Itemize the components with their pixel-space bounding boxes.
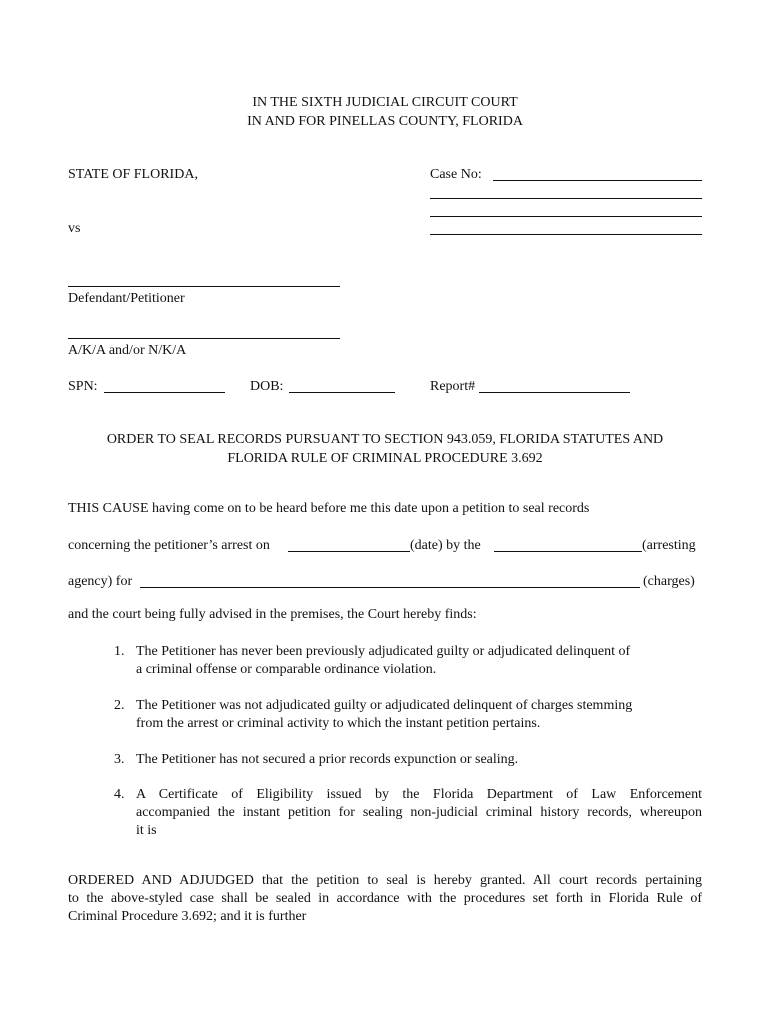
case-no-label: Case No: <box>430 167 482 182</box>
court-name-line2: IN AND FOR PINELLAS COUNTY, FLORIDA <box>247 114 523 129</box>
ordered-line2: to the above-styled case shall be sealed in accordance with the procedures set forth in Florida Rule of <box>68 891 702 906</box>
dob-field[interactable] <box>289 392 395 393</box>
report-label: Report# <box>430 379 476 394</box>
order-title-line1: ORDER TO SEAL RECORDS PURSUANT TO SECTION 943.059, FLORIDA STATUTES AND <box>106 432 664 447</box>
finding-number: 1. <box>114 644 125 659</box>
intro-line3-b: (charges) <box>643 574 695 589</box>
case-no-extra-line-3[interactable] <box>430 234 702 235</box>
case-no-field[interactable] <box>493 180 702 181</box>
order-title-line2: FLORIDA RULE OF CRIMINAL PROCEDURE 3.692 <box>227 451 543 466</box>
finding-text-line: a criminal offense or comparable ordinance violation. <box>136 662 437 677</box>
finding-number: 2. <box>114 698 125 713</box>
intro-line2-a: concerning the petitioner’s arrest on <box>68 538 270 553</box>
case-no-extra-line-1[interactable] <box>430 198 702 199</box>
intro-line3-a: agency) for <box>68 574 133 589</box>
finding-number: 4. <box>114 787 125 802</box>
vs-label: vs <box>68 221 81 236</box>
defendant-label: Defendant/Petitioner <box>68 291 185 306</box>
court-name-line1: IN THE SIXTH JUDICIAL CIRCUIT COURT <box>252 95 518 110</box>
spn-label: SPN: <box>68 379 98 394</box>
finding-text-line: A Certificate of Eligibility issued by the Florida Department of Law Enforcement <box>136 787 702 802</box>
charges-field[interactable] <box>140 587 640 588</box>
aka-field[interactable] <box>68 338 340 339</box>
intro-line2-c: (arresting <box>642 538 696 553</box>
arrest-date-field[interactable] <box>288 551 410 552</box>
finding-text-line: it is <box>136 823 157 838</box>
arresting-agency-field[interactable] <box>494 551 642 552</box>
plaintiff-name: STATE OF FLORIDA, <box>68 167 198 182</box>
finding-text-line: accompanied the instant petition for sealing non-judicial criminal history records, whereupon <box>136 805 702 820</box>
ordered-line1: ORDERED AND ADJUDGED that the petition to seal is hereby granted. All court records pertaining <box>68 873 702 888</box>
finding-number: 3. <box>114 752 125 767</box>
intro-line1: THIS CAUSE having come on to be heard before me this date upon a petition to seal records <box>68 501 590 516</box>
case-no-extra-line-2[interactable] <box>430 216 702 217</box>
report-field[interactable] <box>479 392 630 393</box>
finding-text-line: The Petitioner has not secured a prior records expunction or sealing. <box>136 752 519 767</box>
defendant-field[interactable] <box>68 286 340 287</box>
finding-text-line: The Petitioner has never been previously adjudicated guilty or adjudicated delinquent of <box>136 644 631 659</box>
spn-field[interactable] <box>104 392 225 393</box>
intro-line4: and the court being fully advised in the premises, the Court hereby finds: <box>68 607 477 622</box>
ordered-line3: Criminal Procedure 3.692; and it is further <box>68 909 307 924</box>
intro-line2-b: (date) by the <box>410 538 481 553</box>
aka-label: A/K/A and/or N/K/A <box>68 343 187 358</box>
finding-text-line: from the arrest or criminal activity to which the instant petition pertains. <box>136 716 541 731</box>
finding-text-line: The Petitioner was not adjudicated guilty or adjudicated delinquent of charges stemming <box>136 698 633 713</box>
dob-label: DOB: <box>250 379 284 394</box>
